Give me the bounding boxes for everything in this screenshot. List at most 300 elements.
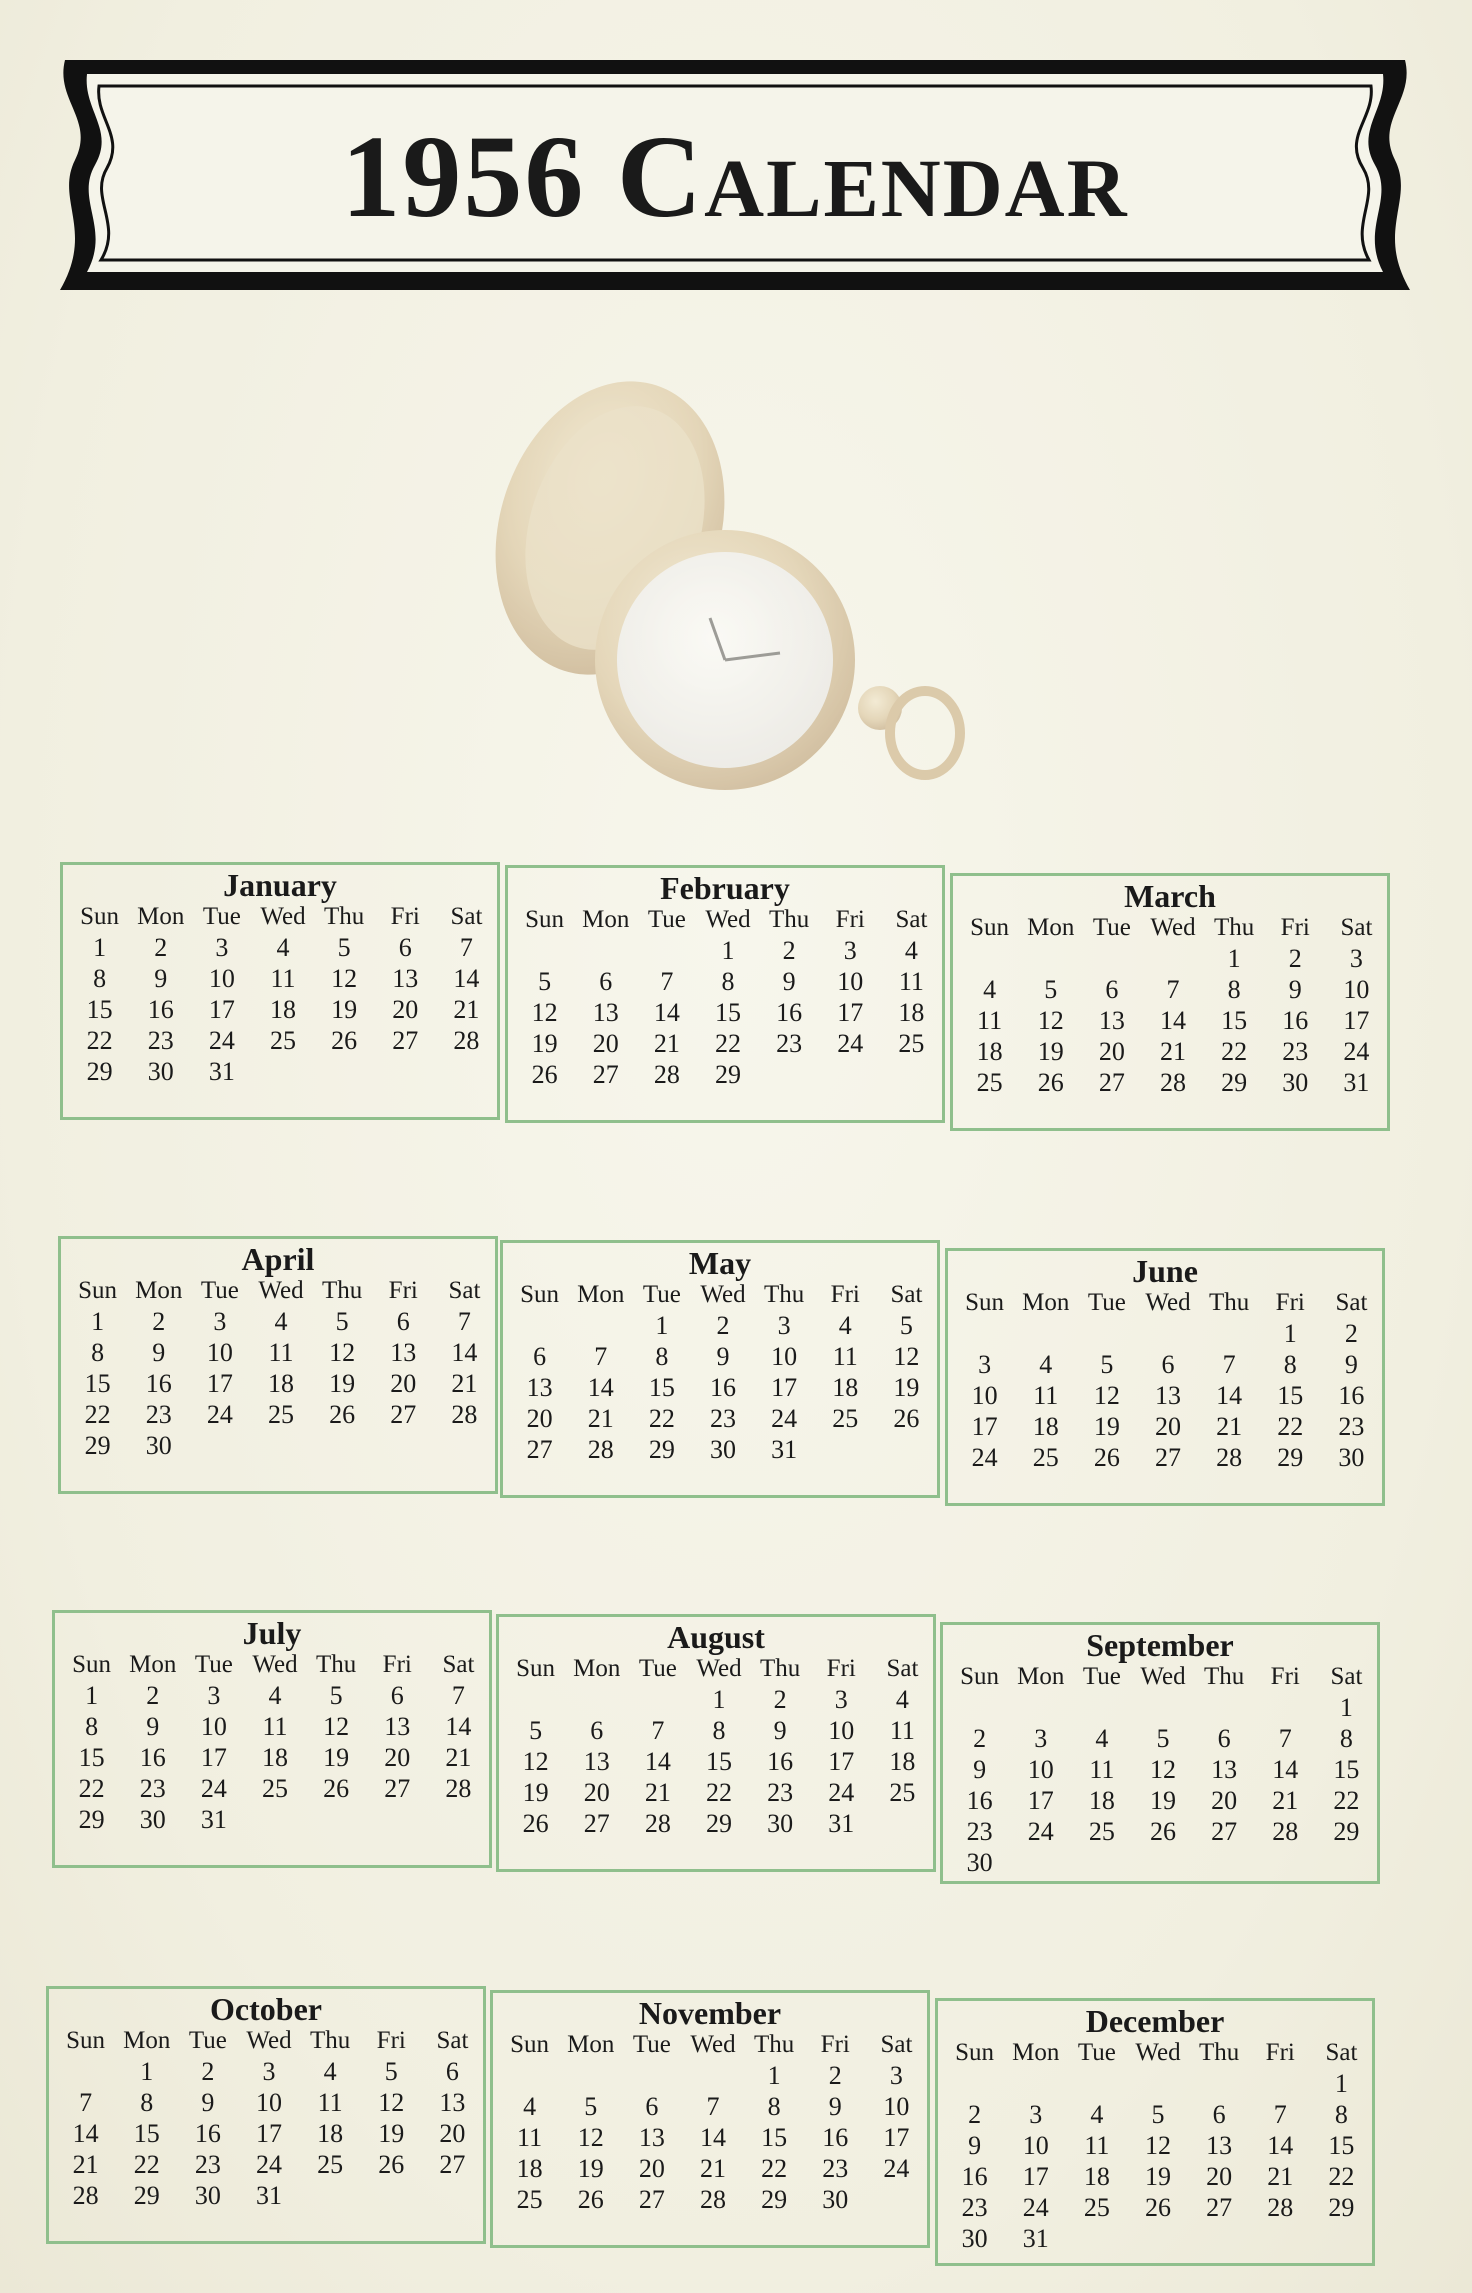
day-cell: 2 [773, 1685, 787, 1714]
day-cell: 26 [323, 1774, 350, 1803]
day-cell: 5 [529, 1716, 543, 1745]
empty-cell [499, 2060, 560, 2091]
day-cell: 26 [331, 1026, 358, 1055]
day-cell: 14 [644, 1747, 671, 1776]
day-cell: 14 [1272, 1755, 1299, 1784]
day-cell: 1 [655, 1311, 669, 1340]
weekday-header: Tue [188, 2027, 227, 2054]
weekday-header: Mon [1017, 1663, 1065, 1690]
weekday-header: Sun [516, 1655, 556, 1682]
day-cell: 18 [317, 2119, 344, 2148]
day-cell: 24 [1343, 1037, 1370, 1066]
day-cell: 29 [78, 1805, 105, 1834]
weekday-header: Sun [80, 903, 120, 930]
day-cell: 16 [822, 2123, 849, 2152]
day-cell: 17 [828, 1747, 855, 1776]
day-cell: 22 [705, 1778, 732, 1807]
day-cell: 10 [200, 1712, 227, 1741]
month-name: May [688, 1245, 752, 1281]
day-cell: 25 [1083, 2193, 1110, 2222]
day-cell: 14 [587, 1373, 614, 1402]
day-cell: 23 [139, 1774, 166, 1803]
day-cell: 4 [1095, 1724, 1109, 1753]
day-cell: 8 [1227, 975, 1241, 1004]
day-cell: 22 [78, 1774, 105, 1803]
day-cell: 15 [86, 995, 113, 1024]
day-cell: 22 [648, 1404, 675, 1433]
day-cell: 24 [828, 1778, 855, 1807]
weekday-header: Sat [1330, 1663, 1363, 1690]
weekday-header: Fri [830, 1281, 860, 1308]
day-cell: 21 [653, 1029, 680, 1058]
day-cell: 14 [699, 2123, 726, 2152]
weekday-header: Sun [510, 2031, 550, 2058]
day-cell: 28 [72, 2181, 99, 2210]
weekday-header: Wed [690, 2031, 736, 2058]
page-title: 1956 Calendar [341, 111, 1129, 242]
day-cell: 23 [822, 2154, 849, 2183]
day-cell: 2 [201, 2057, 215, 2086]
day-cell: 31 [1022, 2224, 1049, 2253]
weekday-header: Mon [135, 1277, 183, 1304]
day-cell: 26 [1037, 1068, 1064, 1097]
month-november [490, 1990, 930, 2248]
day-cell: 12 [577, 2123, 604, 2152]
day-cell: 8 [91, 1338, 105, 1367]
weekday-header: Sat [886, 1655, 919, 1682]
empty-cell [560, 2060, 621, 2091]
empty-cell [959, 943, 1020, 974]
weekday-header: Tue [638, 1655, 677, 1682]
day-cell: 17 [837, 998, 864, 1027]
day-cell: 8 [85, 1712, 99, 1741]
weekday-header: Sun [960, 1663, 1000, 1690]
day-cell: 7 [651, 1716, 665, 1745]
empty-cell [514, 935, 575, 966]
weekday-header: Mon [1012, 2039, 1060, 2066]
day-cell: 6 [396, 1307, 410, 1336]
day-cell: 19 [1093, 1412, 1120, 1441]
weekday-header: Sat [450, 903, 483, 930]
day-cell: 25 [317, 2150, 344, 2179]
day-cell: 9 [154, 964, 168, 993]
day-cell: 19 [1149, 1786, 1176, 1815]
day-cell: 12 [1149, 1755, 1176, 1784]
day-cell: 16 [147, 995, 174, 1024]
day-cell: 17 [1027, 1786, 1054, 1815]
weekday-header: Thu [315, 1651, 357, 1678]
day-cell: 6 [390, 1681, 404, 1710]
day-cell: 6 [1217, 1724, 1231, 1753]
day-cell: 8 [712, 1716, 726, 1745]
empty-cell [575, 935, 636, 966]
day-cell: 5 [337, 933, 351, 962]
day-cell: 8 [767, 2092, 781, 2121]
day-cell: 7 [1166, 975, 1180, 1004]
day-cell: 9 [782, 967, 796, 996]
day-cell: 20 [392, 995, 419, 1024]
day-cell: 27 [583, 1809, 610, 1838]
day-cell: 27 [1098, 1068, 1125, 1097]
day-cell: 15 [1221, 1006, 1248, 1035]
day-cell: 25 [516, 2185, 543, 2214]
empty-cell [1010, 1692, 1071, 1723]
day-cell: 1 [1283, 1319, 1297, 1348]
day-cell: 11 [1033, 1381, 1059, 1410]
empty-cell [621, 2060, 682, 2091]
month-august [496, 1614, 936, 1872]
day-cell: 29 [133, 2181, 160, 2210]
weekday-header: Wed [1135, 2039, 1181, 2066]
empty-cell [944, 2068, 1005, 2099]
day-cell: 2 [716, 1311, 730, 1340]
empty-cell [570, 1310, 631, 1341]
day-cell: 14 [451, 1338, 478, 1367]
month-days-grid [944, 2037, 1372, 2254]
day-cell: 10 [883, 2092, 910, 2121]
day-cell: 30 [1282, 1068, 1309, 1097]
day-cell: 19 [522, 1778, 549, 1807]
month-january [60, 862, 500, 1120]
weekday-header: Thu [309, 2027, 351, 2054]
weekday-header: Wed [700, 1281, 746, 1308]
month-name: December [1085, 2003, 1225, 2039]
day-cell: 7 [459, 933, 473, 962]
day-cell: 26 [531, 1060, 558, 1089]
day-cell: 26 [1093, 1443, 1120, 1472]
day-cell: 3 [889, 2061, 903, 2090]
weekday-header: Tue [647, 906, 686, 933]
day-cell: 12 [323, 1712, 350, 1741]
day-cell: 24 [771, 1404, 798, 1433]
weekday-header: Sun [525, 906, 565, 933]
weekday-header: Thu [759, 1655, 801, 1682]
day-cell: 13 [390, 1338, 417, 1367]
day-cell: 17 [883, 2123, 910, 2152]
weekday-header: Sun [970, 914, 1010, 941]
day-cell: 29 [86, 1057, 113, 1086]
day-cell: 24 [883, 2154, 910, 2183]
day-cell: 21 [1267, 2162, 1294, 2191]
day-cell: 28 [1272, 1817, 1299, 1846]
day-cell: 16 [776, 998, 803, 1027]
day-cell: 19 [893, 1373, 920, 1402]
day-cell: 25 [269, 1026, 296, 1055]
empty-cell [1142, 943, 1203, 974]
day-cell: 22 [1328, 2162, 1355, 2191]
day-cell: 11 [977, 1006, 1003, 1035]
day-cell: 5 [335, 1307, 349, 1336]
empty-cell [1194, 1692, 1255, 1723]
day-cell: 17 [206, 1369, 233, 1398]
month-name: January [223, 867, 337, 903]
day-cell: 11 [889, 1716, 915, 1745]
day-cell: 15 [84, 1369, 111, 1398]
day-cell: 24 [200, 1774, 227, 1803]
day-cell: 16 [709, 1373, 736, 1402]
weekday-header: Mon [137, 903, 185, 930]
day-cell: 13 [1206, 2131, 1233, 2160]
day-cell: 4 [904, 936, 918, 965]
day-cell: 27 [1211, 1817, 1238, 1846]
weekday-header: Mon [573, 1655, 621, 1682]
month-name: October [210, 1991, 322, 2027]
day-cell: 29 [648, 1435, 675, 1464]
day-cell: 30 [1338, 1443, 1365, 1472]
weekday-header: Fri [390, 903, 420, 930]
weekday-header: Fri [1280, 914, 1310, 941]
day-cell: 11 [1089, 1755, 1115, 1784]
empty-cell [1137, 1318, 1198, 1349]
day-cell: 15 [648, 1373, 675, 1402]
month-days-grid [505, 1653, 933, 1839]
day-cell: 19 [378, 2119, 405, 2148]
day-cell: 10 [1027, 1755, 1054, 1784]
day-cell: 8 [1334, 2100, 1348, 2129]
day-cell: 29 [761, 2185, 788, 2214]
day-cell: 10 [837, 967, 864, 996]
day-cell: 18 [261, 1743, 288, 1772]
day-cell: 1 [93, 933, 107, 962]
day-cell: 13 [592, 998, 619, 1027]
day-cell: 24 [1027, 1817, 1054, 1846]
day-cell: 28 [1159, 1068, 1186, 1097]
empty-cell [55, 2056, 116, 2087]
day-cell: 14 [453, 964, 480, 993]
day-cell: 20 [526, 1404, 553, 1433]
day-cell: 29 [714, 1060, 741, 1089]
day-cell: 12 [378, 2088, 405, 2117]
empty-cell [505, 1684, 566, 1715]
day-cell: 28 [453, 1026, 480, 1055]
weekday-header: Thu [753, 2031, 795, 2058]
day-cell: 24 [1022, 2193, 1049, 2222]
day-cell: 13 [1098, 1006, 1125, 1035]
day-cell: 27 [439, 2150, 466, 2179]
pocket-watch-icon [480, 378, 1000, 818]
day-cell: 31 [771, 1435, 798, 1464]
day-cell: 17 [200, 1743, 227, 1772]
weekday-header: Tue [200, 1277, 239, 1304]
day-cell: 13 [392, 964, 419, 993]
day-cell: 7 [1273, 2100, 1287, 2129]
month-days-grid [61, 1649, 489, 1835]
day-cell: 23 [1338, 1412, 1365, 1441]
day-cell: 12 [1144, 2131, 1171, 2160]
day-cell: 11 [268, 1338, 294, 1367]
empty-cell [954, 1318, 1015, 1349]
day-cell: 27 [592, 1060, 619, 1089]
day-cell: 1 [721, 936, 735, 965]
day-cell: 28 [653, 1060, 680, 1089]
weekday-header: Fri [820, 2031, 850, 2058]
day-cell: 24 [208, 1026, 235, 1055]
day-cell: 12 [531, 998, 558, 1027]
weekday-header: Wed [696, 1655, 742, 1682]
day-cell: 2 [154, 933, 168, 962]
day-cell: 3 [215, 933, 229, 962]
day-cell: 15 [133, 2119, 160, 2148]
day-cell: 19 [323, 1743, 350, 1772]
day-cell: 3 [978, 1350, 992, 1379]
day-cell: 24 [206, 1400, 233, 1429]
day-cell: 11 [832, 1342, 858, 1371]
day-cell: 31 [255, 2181, 282, 2210]
day-cell: 6 [645, 2092, 659, 2121]
day-cell: 19 [1144, 2162, 1171, 2191]
day-cell: 5 [899, 1311, 913, 1340]
day-cell: 9 [1344, 1350, 1358, 1379]
day-cell: 14 [1267, 2131, 1294, 2160]
weekday-header: Mon [1022, 1289, 1070, 1316]
day-cell: 17 [771, 1373, 798, 1402]
title-banner [25, 40, 1445, 320]
day-cell: 7 [451, 1681, 465, 1710]
day-cell: 26 [1149, 1817, 1176, 1846]
day-cell: 23 [1282, 1037, 1309, 1066]
day-cell: 29 [705, 1809, 732, 1838]
day-cell: 18 [1088, 1786, 1115, 1815]
weekday-header: Sun [66, 2027, 106, 2054]
empty-cell [1015, 1318, 1076, 1349]
day-cell: 16 [767, 1747, 794, 1776]
day-cell: 6 [1212, 2100, 1226, 2129]
day-cell: 20 [1211, 1786, 1238, 1815]
day-cell: 24 [837, 1029, 864, 1058]
day-cell: 1 [85, 1681, 99, 1710]
day-cell: 4 [323, 2057, 337, 2086]
month-may [500, 1240, 940, 1498]
weekday-header: Sat [436, 2027, 469, 2054]
empty-cell [1071, 1692, 1132, 1723]
day-cell: 2 [152, 1307, 166, 1336]
day-cell: 28 [451, 1400, 478, 1429]
day-cell: 18 [1083, 2162, 1110, 2191]
day-cell: 9 [716, 1342, 730, 1371]
day-cell: 19 [531, 1029, 558, 1058]
day-cell: 16 [961, 2162, 988, 2191]
day-cell: 21 [1216, 1412, 1243, 1441]
day-cell: 5 [1151, 2100, 1165, 2129]
weekday-header: Tue [1077, 2039, 1116, 2066]
day-cell: 30 [147, 1057, 174, 1086]
day-cell: 31 [208, 1057, 235, 1086]
day-cell: 5 [1156, 1724, 1170, 1753]
empty-cell [1081, 943, 1142, 974]
day-cell: 14 [1159, 1006, 1186, 1035]
weekday-header: Wed [246, 2027, 292, 2054]
day-cell: 3 [843, 936, 857, 965]
day-cell: 2 [828, 2061, 842, 2090]
day-cell: 13 [526, 1373, 553, 1402]
day-cell: 28 [587, 1435, 614, 1464]
day-cell: 6 [1105, 975, 1119, 1004]
month-days-grid [514, 904, 942, 1090]
day-cell: 4 [274, 1307, 288, 1336]
day-cell: 13 [384, 1712, 411, 1741]
day-cell: 1 [767, 2061, 781, 2090]
day-cell: 18 [269, 995, 296, 1024]
day-cell: 29 [1328, 2193, 1355, 2222]
day-cell: 20 [439, 2119, 466, 2148]
day-cell: 26 [893, 1404, 920, 1433]
empty-cell [627, 1684, 688, 1715]
month-days-grid [499, 2029, 927, 2215]
day-cell: 30 [966, 1848, 993, 1877]
day-cell: 26 [378, 2150, 405, 2179]
weekday-header: Sun [72, 1651, 112, 1678]
day-cell: 6 [590, 1716, 604, 1745]
day-cell: 25 [1032, 1443, 1059, 1472]
day-cell: 2 [782, 936, 796, 965]
day-cell: 20 [1098, 1037, 1125, 1066]
day-cell: 27 [392, 1026, 419, 1055]
day-cell: 10 [1022, 2131, 1049, 2160]
weekday-header: Sat [442, 1651, 475, 1678]
weekday-header: Thu [321, 1277, 363, 1304]
day-cell: 20 [390, 1369, 417, 1398]
day-cell: 31 [828, 1809, 855, 1838]
weekday-header: Sat [895, 906, 928, 933]
day-cell: 30 [709, 1435, 736, 1464]
day-cell: 5 [1044, 975, 1058, 1004]
weekday-header: Sat [1325, 2039, 1358, 2066]
day-cell: 20 [1206, 2162, 1233, 2191]
day-cell: 20 [583, 1778, 610, 1807]
day-cell: 21 [72, 2150, 99, 2179]
weekday-header: Sun [520, 1281, 560, 1308]
day-cell: 10 [828, 1716, 855, 1745]
day-cell: 3 [207, 1681, 221, 1710]
day-cell: 27 [384, 1774, 411, 1803]
day-cell: 23 [147, 1026, 174, 1055]
day-cell: 30 [822, 2185, 849, 2214]
day-cell: 26 [522, 1809, 549, 1838]
month-april [58, 1236, 498, 1494]
day-cell: 11 [517, 2123, 543, 2152]
day-cell: 21 [587, 1404, 614, 1433]
day-cell: 8 [1283, 1350, 1297, 1379]
day-cell: 15 [78, 1743, 105, 1772]
weekday-header: Mon [582, 906, 630, 933]
weekday-header: Sun [965, 1289, 1005, 1316]
month-name: April [241, 1241, 315, 1277]
month-name: July [242, 1615, 302, 1651]
day-cell: 21 [451, 1369, 478, 1398]
day-cell: 7 [660, 967, 674, 996]
day-cell: 21 [1159, 1037, 1186, 1066]
day-cell: 10 [771, 1342, 798, 1371]
day-cell: 18 [1032, 1412, 1059, 1441]
day-cell: 16 [1338, 1381, 1365, 1410]
day-cell: 4 [268, 1681, 282, 1710]
day-cell: 29 [1333, 1817, 1360, 1846]
month-days-grid [55, 2025, 483, 2211]
day-cell: 14 [72, 2119, 99, 2148]
day-cell: 3 [1034, 1724, 1048, 1753]
weekday-header: Thu [768, 906, 810, 933]
weekday-header: Fri [1265, 2039, 1295, 2066]
day-cell: 3 [1349, 944, 1363, 973]
weekday-header: Mon [1027, 914, 1075, 941]
day-cell: 19 [1037, 1037, 1064, 1066]
weekday-header: Thu [323, 903, 365, 930]
day-cell: 11 [262, 1712, 288, 1741]
day-cell: 21 [453, 995, 480, 1024]
month-name: September [1086, 1627, 1234, 1663]
day-cell: 22 [133, 2150, 160, 2179]
day-cell: 27 [1154, 1443, 1181, 1472]
